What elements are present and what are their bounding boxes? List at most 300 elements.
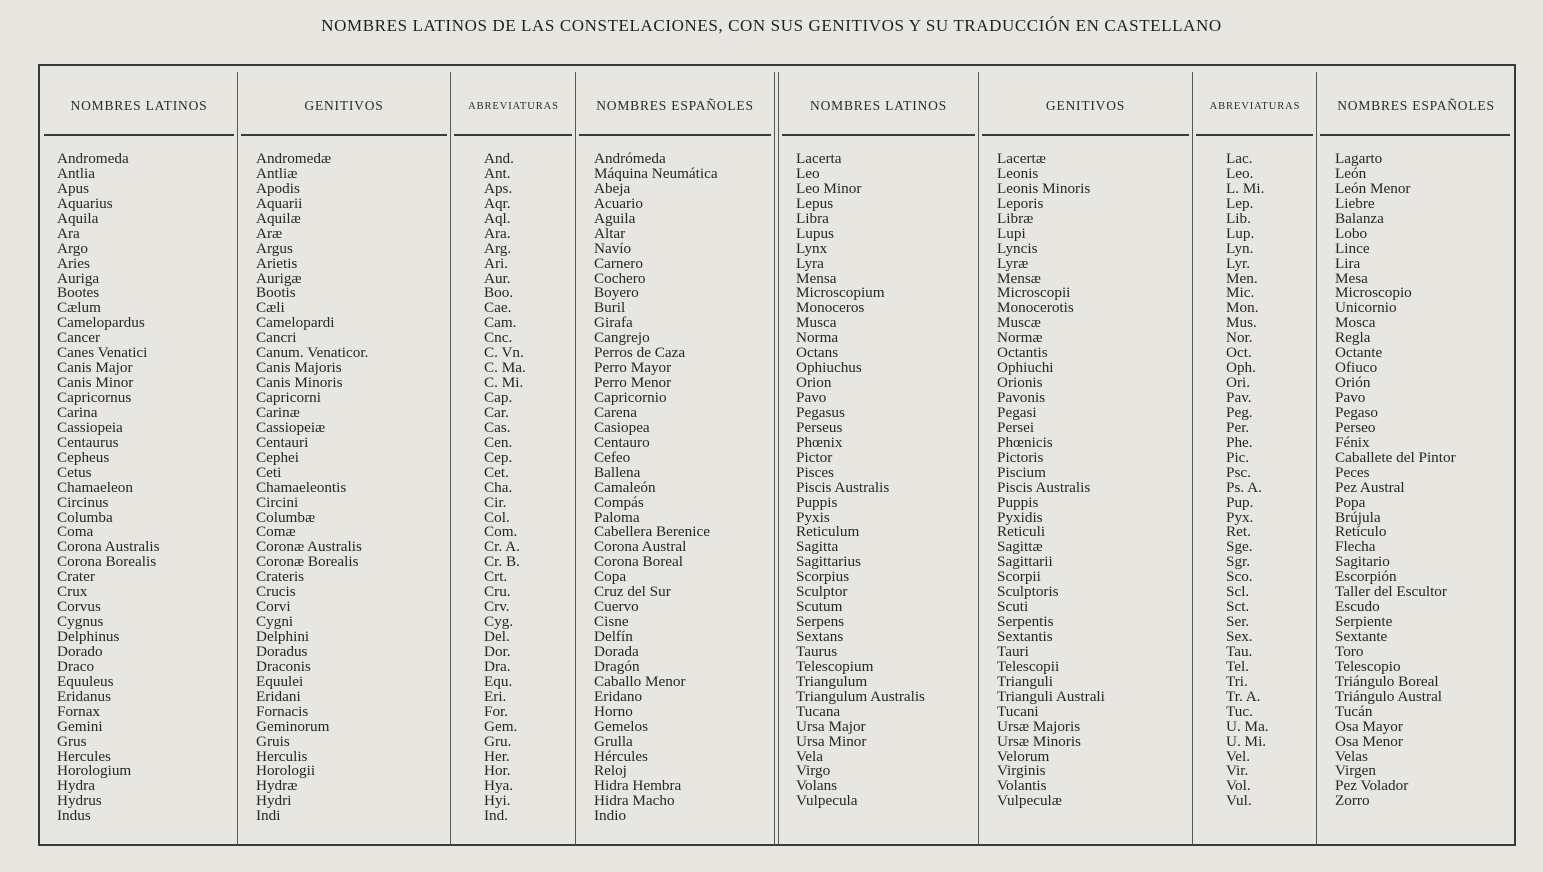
- header-latin-names: NOMBRES LATINOS: [70, 98, 208, 113]
- table-cell: Hércules: [594, 747, 648, 765]
- table-cell: Virgo: [796, 762, 831, 780]
- table-cell: Crucis: [256, 583, 296, 601]
- table-cell: Columba: [57, 508, 113, 526]
- table-cell: Volantis: [997, 777, 1047, 795]
- table-cell: Retículo: [1335, 523, 1387, 541]
- table-cell: Cas.: [484, 418, 511, 436]
- column-divider: [978, 72, 979, 845]
- table-cell: Cru.: [484, 583, 511, 601]
- table-cell: Ant.: [484, 164, 511, 182]
- table-cell: Phœnicis: [997, 433, 1053, 451]
- table-cell: Ind.: [484, 807, 509, 825]
- table-cell: L. Mi.: [1226, 179, 1265, 197]
- table-cell: Aps.: [484, 179, 513, 197]
- table-cell: Serpiente: [1335, 613, 1393, 631]
- table-cell: Cælum: [57, 299, 101, 317]
- right-abbreviation-column: [1226, 152, 1269, 809]
- table-cell: Cae.: [484, 299, 512, 317]
- table-cell: Scorpius: [796, 568, 850, 586]
- left-latin-column: [57, 152, 160, 824]
- column-divider: [575, 72, 576, 845]
- table-cell: Col.: [484, 508, 510, 526]
- table-cell: Canis Minoris: [256, 374, 343, 392]
- header-rule: [454, 134, 572, 136]
- table-cell: Hydra: [57, 777, 95, 795]
- header-genitives: GENITIVOS: [1045, 98, 1126, 113]
- table-cell: Navío: [594, 239, 632, 257]
- table-cell: Capricorni: [256, 389, 321, 406]
- table-cell: Equ.: [484, 672, 513, 690]
- table-cell: C. Mi.: [484, 374, 524, 392]
- table-cell: Tr. A.: [1226, 687, 1261, 705]
- table-cell: Lacertæ: [997, 150, 1046, 167]
- table-cell: Ursa Minor: [796, 732, 867, 750]
- table-cell: Cha.: [484, 478, 513, 496]
- table-cell: Aries: [57, 254, 90, 272]
- table-cell: Andromeda: [57, 150, 129, 167]
- table-cell: Oct.: [1226, 344, 1252, 362]
- table-cell: Cen.: [484, 433, 513, 451]
- table-cell: Ara: [57, 224, 80, 242]
- table-cell: Corona Australis: [57, 538, 160, 556]
- table-cell: Sculptor: [796, 583, 848, 601]
- table-cell: Chamaeleon: [57, 478, 133, 496]
- table-cell: Tau.: [1226, 642, 1253, 660]
- table-cell: Pegaso: [1335, 403, 1379, 421]
- table-cell: Crater: [57, 568, 95, 586]
- table-cell: Normæ: [997, 329, 1043, 347]
- table-cell: Hidra Hembra: [594, 777, 682, 795]
- table-cell: Taller del Escultor: [1335, 583, 1447, 601]
- table-cell: Grus: [57, 732, 87, 750]
- table-cell: Paloma: [594, 508, 640, 526]
- table-cell: Escudo: [1335, 598, 1380, 616]
- table-cell: Cuervo: [594, 598, 639, 616]
- table-cell: Sagittæ: [997, 538, 1043, 556]
- table-cell: León Menor: [1335, 179, 1411, 197]
- table-cell: Vir.: [1226, 762, 1249, 780]
- table-cell: Orion: [796, 374, 832, 392]
- table-cell: Sagittarii: [997, 553, 1053, 571]
- table-cell: Lira: [1335, 254, 1361, 272]
- table-cell: Tuc.: [1226, 702, 1253, 720]
- table-cell: Hidra Macho: [594, 792, 675, 810]
- table-cell: Lupus: [796, 224, 834, 242]
- table-cell: Eridano: [594, 687, 643, 705]
- table-cell: Lyn.: [1226, 239, 1254, 257]
- table-cell: Balanza: [1335, 209, 1384, 227]
- table-cell: Perro Menor: [594, 374, 672, 392]
- table-cell: Doradus: [256, 642, 308, 660]
- table-cell: Ara.: [484, 224, 511, 242]
- table-cell: Indus: [57, 807, 91, 825]
- table-cell: Carena: [594, 403, 638, 421]
- table-cell: Reticulum: [796, 523, 860, 541]
- table-cell: Peces: [1335, 463, 1370, 481]
- table-cell: Del.: [484, 628, 510, 645]
- table-cell: Telescopium: [796, 657, 874, 675]
- table-cell: Pyxis: [796, 508, 830, 526]
- table-cell: Sgr.: [1226, 553, 1251, 571]
- table-cell: Hydri: [256, 792, 292, 810]
- table-cell: Caballete del Pintor: [1335, 448, 1456, 466]
- table-cell: Sagittarius: [796, 553, 861, 571]
- table-cell: Coronæ Borealis: [256, 553, 359, 571]
- table-cell: Scuti: [997, 598, 1029, 616]
- table-cell: Circinus: [57, 493, 109, 511]
- header-rule: [782, 134, 975, 136]
- table-cell: Dra.: [484, 657, 511, 675]
- table-cell: Virgen: [1335, 762, 1376, 780]
- table-cell: Ceti: [256, 463, 282, 481]
- table-cell: Canis Majoris: [256, 359, 342, 377]
- table-cell: Pictoris: [997, 448, 1044, 466]
- table-cell: Lobo: [1335, 224, 1368, 242]
- table-cell: Scl.: [1226, 583, 1250, 601]
- table-cell: Aræ: [256, 224, 283, 242]
- table-cell: Hyi.: [484, 792, 511, 810]
- header-rule: [1320, 134, 1510, 136]
- table-cell: Delfín: [594, 628, 633, 645]
- table-cell: Pegasus: [796, 403, 845, 421]
- table-cell: Pez Volador: [1335, 777, 1409, 795]
- table-cell: Ursæ Majoris: [997, 717, 1081, 735]
- table-cell: Antlia: [57, 164, 95, 182]
- table-cell: Chamaeleontis: [256, 478, 347, 496]
- table-cell: Arietis: [256, 254, 298, 272]
- table-cell: Camaleón: [594, 478, 656, 496]
- table-cell: Vela: [796, 747, 823, 765]
- table-cell: Leo Minor: [796, 179, 862, 197]
- left-spanish-column: [594, 152, 718, 824]
- table-cell: Delphinus: [57, 628, 120, 645]
- table-cell: León: [1335, 164, 1367, 182]
- table-cell: Serpentis: [997, 613, 1054, 631]
- table-cell: Carnero: [594, 254, 643, 272]
- table-cell: Cassiopeiæ: [256, 418, 326, 436]
- table-cell: Ori.: [1226, 374, 1251, 392]
- table-cell: Cr. B.: [484, 553, 520, 571]
- table-cell: Perros de Caza: [594, 344, 686, 362]
- table-cell: Gemelos: [594, 717, 648, 735]
- table-cell: Vulpeculæ: [997, 792, 1062, 810]
- header-genitives: GENITIVOS: [304, 98, 384, 113]
- table-cell: Piscium: [997, 463, 1046, 481]
- table-cell: Triángulo Boreal: [1335, 672, 1439, 690]
- table-cell: Per.: [1226, 418, 1250, 436]
- table-cell: Cap.: [484, 389, 513, 406]
- table-cell: Men.: [1226, 269, 1258, 287]
- table-cell: Copa: [594, 568, 627, 586]
- table-cell: Cep.: [484, 448, 513, 466]
- table-cell: Aql.: [484, 209, 511, 227]
- table-cell: Eridani: [256, 687, 301, 705]
- table-cell: Fornacis: [256, 702, 309, 720]
- table-cell: Sco.: [1226, 568, 1253, 586]
- table-cell: Vulpecula: [796, 792, 858, 810]
- column-divider: [237, 72, 238, 845]
- table-cell: Draconis: [256, 657, 311, 675]
- table-cell: Trianguli: [997, 672, 1053, 690]
- table-cell: Cam.: [484, 314, 517, 332]
- column-divider: [450, 72, 451, 845]
- table-cell: Leonis Minoris: [997, 179, 1091, 197]
- table-cell: Lepus: [796, 194, 834, 212]
- table-cell: Aquilæ: [256, 209, 301, 227]
- table-cell: Reticuli: [997, 523, 1046, 541]
- table-cell: Cepheus: [57, 448, 110, 466]
- left-abbreviation-column: [484, 152, 526, 824]
- table-cell: Lyncis: [997, 239, 1038, 257]
- table-cell: Nor.: [1226, 329, 1253, 347]
- table-cell: Liebre: [1335, 194, 1375, 212]
- table-cell: Cir.: [484, 493, 507, 511]
- table-cell: Centaurus: [57, 433, 119, 451]
- table-cell: Pavo: [796, 389, 827, 406]
- table-cell: Octantis: [997, 344, 1048, 362]
- table-cell: Phe.: [1226, 433, 1253, 451]
- table-cell: Ps. A.: [1226, 478, 1262, 496]
- table-cell: Phœnix: [796, 433, 843, 451]
- table-cell: Crux: [57, 583, 88, 601]
- table-cell: Ursæ Minoris: [997, 732, 1081, 750]
- table-cell: Pictor: [796, 448, 833, 466]
- table-cell: Circini: [256, 493, 299, 511]
- table-cell: Aquarii: [256, 194, 303, 212]
- column-divider: [1192, 72, 1193, 845]
- table-cell: Leo: [796, 164, 820, 182]
- table-cell: Car.: [484, 403, 509, 421]
- table-cell: Hydrus: [57, 792, 102, 810]
- table-cell: Lup.: [1226, 224, 1255, 242]
- table-cell: Unicornio: [1335, 299, 1397, 317]
- table-cell: Altar: [594, 224, 626, 242]
- header-rule: [44, 134, 234, 136]
- table-cell: Cancri: [256, 329, 297, 347]
- table-cell: Microscopium: [796, 284, 885, 302]
- table-cell: Horologii: [256, 762, 316, 780]
- table-cell: Octante: [1335, 344, 1383, 362]
- table-cell: Sct.: [1226, 598, 1250, 616]
- table-cell: Libra: [796, 209, 829, 227]
- table-cell: Horno: [594, 702, 633, 720]
- table-cell: Cochero: [594, 269, 646, 287]
- table-cell: Casiopea: [594, 418, 650, 436]
- table-cell: Trianguli Australi: [997, 687, 1105, 705]
- table-cell: Hercules: [57, 747, 111, 765]
- table-cell: Lib.: [1226, 209, 1251, 227]
- table-cell: Abeja: [594, 179, 631, 197]
- table-cell: Virginis: [997, 762, 1046, 780]
- table-cell: U. Mi.: [1226, 732, 1267, 750]
- table-cell: Taurus: [796, 642, 838, 660]
- table-cell: Arg.: [484, 239, 512, 257]
- table-cell: Mic.: [1226, 284, 1255, 302]
- table-cell: Sagitta: [796, 538, 839, 556]
- table-cell: Cassiopeia: [57, 418, 123, 436]
- table-cell: Pavo: [1335, 389, 1366, 406]
- table-cell: C. Vn.: [484, 344, 524, 362]
- table-cell: Leporis: [997, 194, 1044, 212]
- table-cell: Tucán: [1335, 702, 1373, 720]
- table-cell: Girafa: [594, 314, 633, 332]
- table-cell: Cisne: [594, 613, 629, 631]
- table-cell: Velas: [1335, 747, 1368, 765]
- table-cell: U. Ma.: [1226, 717, 1269, 735]
- table-cell: Caballo Menor: [594, 672, 686, 690]
- table-cell: Aquila: [57, 209, 99, 227]
- table-cell: Camelopardus: [57, 314, 145, 332]
- table-cell: Corona Borealis: [57, 553, 157, 571]
- table-cell: Piscis Australis: [997, 478, 1091, 496]
- table-cell: Columbæ: [256, 508, 316, 526]
- table-cell: Volans: [796, 777, 838, 795]
- table-cell: Corvus: [57, 598, 101, 616]
- table-cell: Pez Austral: [1335, 478, 1405, 496]
- table-cell: Puppis: [796, 493, 838, 511]
- table-cell: Oph.: [1226, 359, 1256, 377]
- table-cell: Tel.: [1226, 657, 1249, 675]
- table-cell: Regla: [1335, 329, 1371, 347]
- table-cell: Hya.: [484, 777, 514, 795]
- table-cell: Apus: [57, 179, 90, 197]
- table-cell: Cygnus: [57, 613, 104, 631]
- table-cell: Bootes: [57, 284, 100, 302]
- table-cell: Mon.: [1226, 299, 1259, 317]
- table-cell: For.: [484, 702, 509, 720]
- table-cell: Pav.: [1226, 389, 1252, 406]
- table-cell: Lacerta: [796, 150, 842, 167]
- table-cell: Andromedæ: [256, 150, 332, 167]
- right-latin-column: [796, 152, 925, 809]
- table-cell: Pic.: [1226, 448, 1250, 466]
- table-cell: Monocerotis: [997, 299, 1074, 317]
- table-cell: Piscis Australis: [796, 478, 890, 496]
- table-cell: Centauri: [256, 433, 309, 451]
- table-cell: Gemini: [57, 717, 103, 735]
- table-cell: Fénix: [1335, 433, 1370, 451]
- table-cell: Acuario: [594, 194, 643, 212]
- table-cell: Argo: [57, 239, 88, 257]
- table-cell: Draco: [57, 657, 95, 675]
- table-cell: Puppis: [997, 493, 1039, 511]
- table-cell: Persei: [997, 418, 1035, 436]
- table-cell: Cet.: [484, 463, 509, 481]
- table-cell: Ari.: [484, 254, 509, 272]
- table-cell: Orionis: [997, 374, 1043, 392]
- table-cell: Canum. Venaticor.: [256, 344, 369, 362]
- header-spanish-names: NOMBRES ESPAÑOLES: [1337, 98, 1495, 113]
- table-cell: Carina: [57, 403, 98, 421]
- table-cell: Mensæ: [997, 269, 1041, 287]
- table-cell: Aur.: [484, 269, 511, 287]
- table-cell: Auriga: [57, 269, 100, 287]
- table-cell: Mus.: [1226, 314, 1257, 332]
- table-cell: Serpens: [796, 613, 845, 631]
- table-cell: Lagarto: [1335, 150, 1383, 167]
- table-cell: Lyræ: [997, 254, 1029, 272]
- table-cell: Gruis: [256, 732, 290, 750]
- table-cell: Lep.: [1226, 194, 1254, 212]
- header-abbreviations: ABREVIATURAS: [468, 101, 559, 112]
- table-cell: Sagitario: [1335, 553, 1390, 571]
- table-cell: Corona Boreal: [594, 553, 683, 571]
- table-cell: Zorro: [1335, 792, 1370, 810]
- table-cell: Eridanus: [57, 687, 111, 705]
- table-cell: Cephei: [256, 448, 300, 466]
- table-cell: Ballena: [594, 463, 641, 481]
- table-cell: Corona Austral: [594, 538, 687, 556]
- table-cell: Aguila: [594, 209, 636, 227]
- table-cell: Boo.: [484, 284, 514, 302]
- table-cell: Sextantis: [997, 628, 1053, 645]
- table-cell: Reloj: [594, 762, 627, 780]
- header-latin-names: NOMBRES LATINOS: [810, 98, 947, 113]
- table-cell: Aquarius: [57, 194, 113, 212]
- right-spanish-column: [1335, 152, 1456, 809]
- right-genitive-column: [997, 152, 1105, 809]
- table-cell: Mesa: [1335, 269, 1368, 287]
- table-cell: Lyra: [796, 254, 824, 272]
- table-cell: Horologium: [57, 762, 132, 780]
- table-cell: Cancer: [57, 329, 101, 347]
- table-cell: Cæli: [256, 299, 285, 317]
- table-cell: Pavonis: [997, 389, 1046, 406]
- table-cell: Lince: [1335, 239, 1370, 257]
- table-cell: Apodis: [256, 179, 300, 197]
- table-cell: Lyr.: [1226, 254, 1251, 272]
- header-rule: [982, 134, 1189, 136]
- table-cell: Sge.: [1226, 538, 1253, 556]
- table-cell: Popa: [1335, 493, 1366, 511]
- table-cell: Pisces: [796, 463, 834, 481]
- table-cell: Scorpii: [997, 568, 1041, 586]
- table-cell: Hor.: [484, 762, 511, 780]
- table-cell: Muscæ: [997, 314, 1041, 332]
- header-rule: [579, 134, 771, 136]
- table-cell: Capricornus: [57, 389, 132, 406]
- table-cell: Canis Major: [57, 359, 133, 377]
- table-cell: Cefeo: [594, 448, 631, 466]
- table-cell: Com.: [484, 523, 518, 541]
- table-cell: Triángulo Austral: [1335, 687, 1443, 705]
- page-title: NOMBRES LATINOS DE LAS CONSTELACIONES, CON SUS GENITIVOS Y SU TRADUCCIÓN EN CASTELLANO: [321, 16, 1222, 35]
- table-cell: Osa Mayor: [1335, 717, 1403, 735]
- table-cell: And.: [484, 150, 514, 167]
- table-cell: Pyxidis: [997, 508, 1043, 526]
- table-cell: Corvi: [256, 598, 291, 616]
- table-cell: Grulla: [594, 732, 633, 750]
- table-cell: Coronæ Australis: [256, 538, 362, 556]
- table-cell: Aqr.: [484, 194, 511, 212]
- table-cell: Centauro: [594, 433, 650, 451]
- table-cell: Compás: [594, 493, 644, 511]
- table-cell: Pegasi: [997, 403, 1037, 421]
- header-spanish-names: NOMBRES ESPAÑOLES: [596, 98, 754, 113]
- table-cell: Bootis: [256, 284, 296, 302]
- table-cell: Sex.: [1226, 628, 1253, 645]
- table-cell: Aurigæ: [256, 269, 302, 287]
- table-cell: Escorpión: [1335, 568, 1397, 586]
- table-cell: Boyero: [594, 284, 639, 302]
- center-double-divider: [774, 72, 779, 845]
- table-cell: Peg.: [1226, 403, 1253, 421]
- table-cell: Ursa Major: [796, 717, 866, 735]
- table-cell: Perseo: [1335, 418, 1376, 436]
- table-cell: Mosca: [1335, 314, 1376, 332]
- table-cell: Comæ: [256, 523, 296, 541]
- table-cell: Ser.: [1226, 613, 1250, 631]
